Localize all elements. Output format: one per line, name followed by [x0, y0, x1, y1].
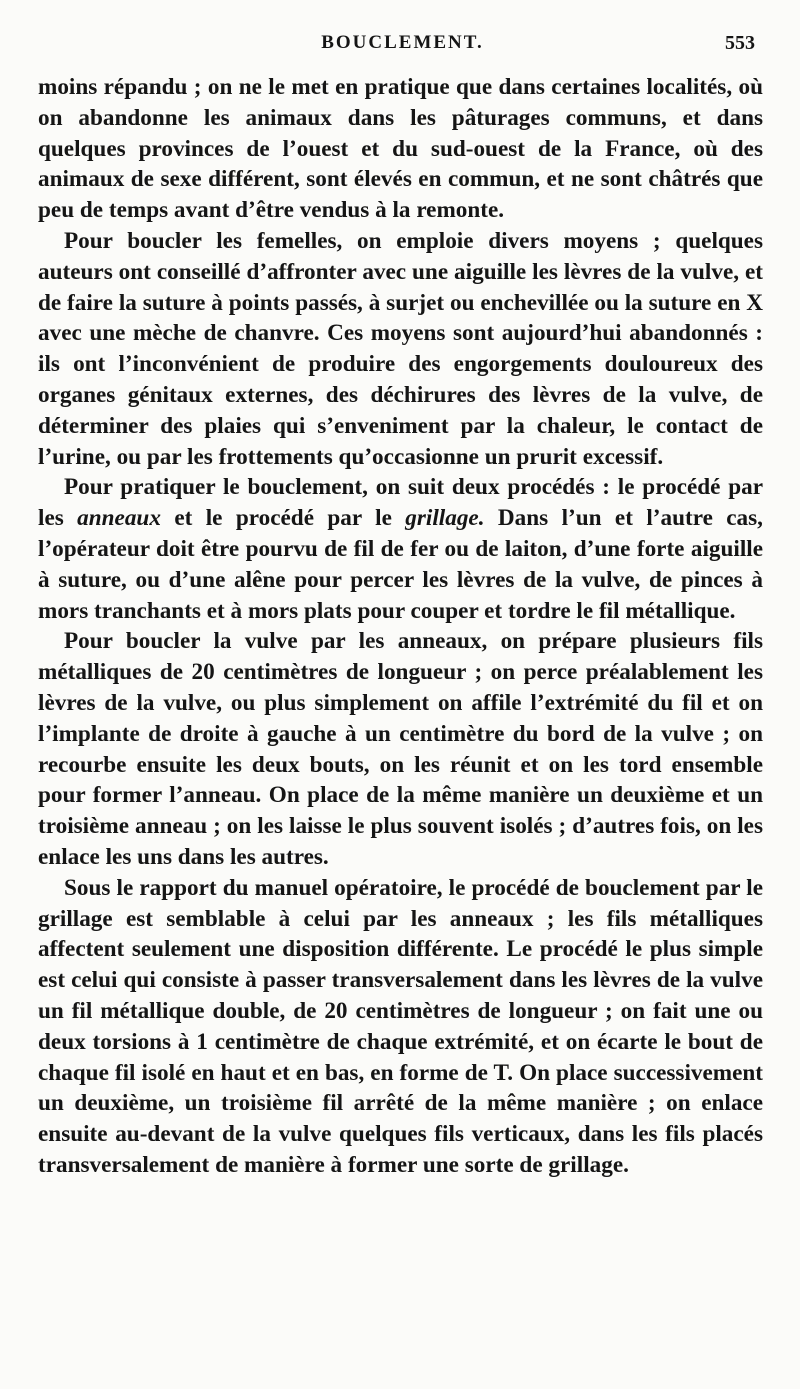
paragraph: [38, 226, 763, 472]
text-run: Pour pratiquer le bouclement, on suit deux procédés : le procédé par les: [38, 474, 763, 532]
text-run: Pour boucler les femelles, on emploie divers moyens ; quelques auteurs ont conseillé d’affronter avec une aiguille les lèvres de la vulve, et de faire la suture à points passés, à surjet ou enchevillée ou la suture en X avec une mèche de chanvre. Ces moyens sont aujourd’hui abandonnés : ils ont l’inconvénient de produire des engorgements douloureux des organes génitaux externes, des déchirures des lèvres de la vulve, de déterminer des plaies qui s’enveniment par la chaleur, le contact de l’urine, ou par les frottements qu’occasionne un prurit excessif.: [38, 227, 763, 470]
running-head: [40, 30, 765, 62]
text-run: moins répandu ; on ne le met en pratique que dans certaines localités, où on abandonne les animaux dans les pâturages communs, et dans quelques provinces de l’ouest et du sud-ouest de la France, où des animaux de sexe différent, sont élevés en commun, et ne sont châtrés que peu de temps avant d’être vendus à la remonte.: [38, 74, 763, 224]
text-run: Pour boucler la vulve par les anneaux, on prépare plusieurs fils métalliques de 20 centimètres de longueur ; on perce préalablement les lèvres de la vulve, ou plus simplement on affile l’extrémité du fil et on l’implante de droite à gauche à un centimètre du bord de la vulve ; on recourbe ensuite les deux bouts, on les réunit et on les tord ensemble pour former l’anneau. On place de la même manière un deuxième et un troisième anneau ; on les laisse le plus souvent isolés ; d’autres fois, on les enlace les uns dans les autres.: [38, 628, 763, 870]
paragraph: [38, 626, 763, 872]
text-run: Dans l’un et l’autre cas, l’opérateur doit être pourvu de fil de fer ou de laiton, d’une forte aiguille à suture, ou d’une alêne pour percer les lèvres de la vulve, de pinces à mors tranchants et à mors plats pour couper et tordre le fil métallique.: [38, 505, 763, 624]
page-number: 553: [725, 32, 755, 54]
body-text: [38, 72, 763, 1181]
italic-term: grillage.: [405, 505, 485, 532]
text-run: et le procédé par le: [160, 505, 406, 532]
paragraph: [38, 873, 763, 1181]
paragraph: [38, 72, 763, 226]
italic-term: anneaux: [77, 505, 161, 532]
text-run: Sous le rapport du manuel opératoire, le procédé de bouclement par le grillage est semblable à celui par les anneaux ; les fils métalliques affectent seulement une disposition différente. Le procédé le plus simple est celui qui consiste à passer transversalement dans les lèvres de la vulve un fil métallique double, de 20 centimètres de longueur ; on fait une ou deux torsions à 1 centimètre de chaque extrémité, et on écarte le bout de chaque fil isolé en haut et en bas, en forme de T. On place successivement un deuxième, un troisième fil arrêté de la même manière ; on enlace ensuite au-devant de la vulve quelques fils verticaux, dans les fils placés transversalement de manière à former une sorte de grillage.: [38, 874, 763, 1178]
running-title: BOUCLEMENT.: [321, 32, 484, 53]
paragraph: [38, 472, 763, 626]
